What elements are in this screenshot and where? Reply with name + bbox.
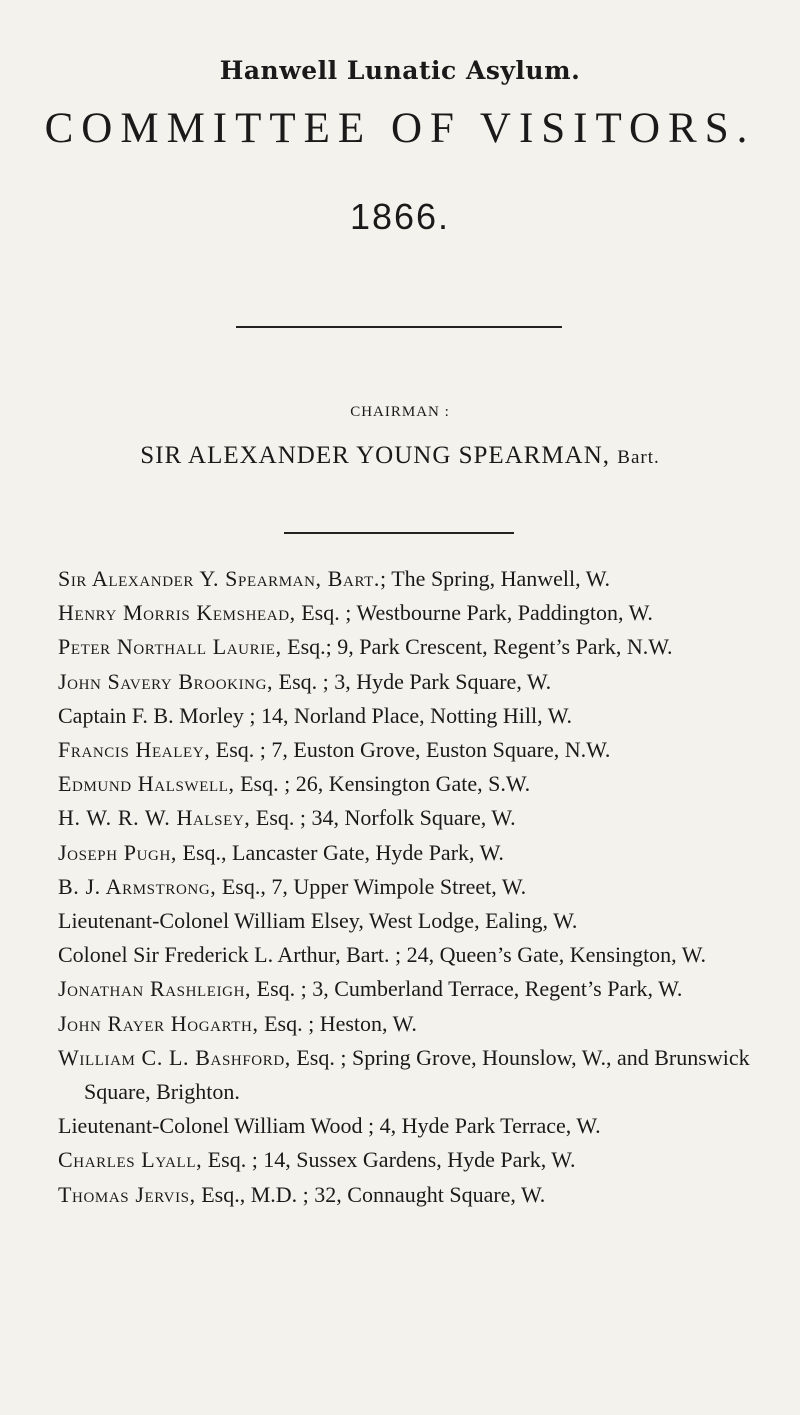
year: 1866. — [349, 196, 451, 237]
member-name: H. W. R. W. Halsey, — [58, 805, 251, 831]
members-list — [58, 562, 780, 1212]
list-item — [58, 836, 780, 870]
divider-rule-short — [284, 532, 514, 534]
list-item — [58, 699, 780, 733]
member-name: William C. L. Bashford, — [58, 1044, 291, 1070]
member-name: Joseph Pugh, — [58, 839, 178, 865]
committee-title: COMMITTEE OF VISITORS. — [44, 105, 756, 152]
member-address: Esq.; 9, Park Crescent, Regent’s Park, N.W. — [281, 634, 673, 660]
member-address: Captain F. B. Morley ; 14, Norland Place, Notting Hill, W. — [58, 702, 572, 728]
list-item — [58, 870, 780, 904]
list-item — [58, 665, 780, 699]
list-item — [58, 630, 780, 664]
member-address: Esq. ; 34, Norfolk Square, W. — [250, 805, 516, 831]
member-name: Peter Northall Laurie, — [58, 634, 282, 660]
asylum-title: Hanwell Lunatic Asylum. — [219, 56, 581, 85]
member-name: Edmund Halswell, — [58, 771, 235, 797]
chairman-name-text: SIR ALEXANDER YOUNG SPEARMAN, — [140, 442, 611, 469]
member-address: Esq., Lancaster Gate, Hyde Park, W. — [177, 839, 504, 865]
chairman-title: Bart. — [617, 447, 660, 468]
member-address: Esq. ; 14, Sussex Gardens, Hyde Park, W. — [202, 1147, 576, 1173]
member-address: Esq. ; Spring Grove, Hounslow, W., and Brunswick Square, Brighton. — [84, 1044, 750, 1105]
member-address: Lieutenant-Colonel William Wood ; 4, Hyde Park Terrace, W. — [58, 1113, 601, 1139]
member-name: Jonathan Rashleigh, — [58, 976, 252, 1002]
list-item — [58, 1143, 780, 1177]
list-item — [58, 1178, 780, 1212]
list-item — [58, 596, 780, 630]
member-name: Thomas Jervis, — [58, 1181, 196, 1207]
list-item — [58, 904, 780, 938]
list-item — [58, 1041, 780, 1109]
member-address: Esq. ; 3, Hyde Park Square, W. — [273, 668, 552, 694]
list-item — [58, 767, 780, 801]
member-name: Francis Healey, — [58, 737, 211, 763]
member-name: John Rayer Hogarth, — [58, 1010, 259, 1036]
member-name: Henry Morris Kemshead, — [58, 600, 296, 626]
list-item — [58, 801, 780, 835]
member-address: Esq. ; 26, Kensington Gate, S.W. — [234, 771, 531, 797]
list-item — [58, 972, 780, 1006]
member-address: Lieutenant-Colonel William Elsey, West Lodge, Ealing, W. — [58, 908, 578, 934]
member-name: B. J. Armstrong, — [58, 873, 217, 899]
member-address: ; The Spring, Hanwell, W. — [380, 566, 610, 591]
member-address: Esq., M.D. ; 32, Connaught Square, W. — [195, 1181, 546, 1207]
list-item — [58, 733, 780, 767]
member-address: Colonel Sir Frederick L. Arthur, Bart. ; 24, Queen’s Gate, Kensington, W. — [58, 942, 707, 968]
member-address: Esq. ; Heston, W. — [258, 1010, 417, 1036]
member-address: Esq. ; Westbourne Park, Paddington, W. — [295, 600, 653, 626]
member-address: Esq. ; 3, Cumberland Terrace, Regent’s Park, W. — [251, 976, 683, 1002]
list-item — [58, 562, 780, 596]
member-name: Charles Lyall, — [58, 1147, 203, 1173]
member-address: Esq. ; 7, Euston Grove, Euston Square, N.W. — [210, 737, 611, 763]
member-name: Sir Alexander Y. Spearman, Bart. — [58, 566, 381, 591]
member-address: Esq., 7, Upper Wimpole Street, W. — [216, 873, 527, 899]
chairman-name — [0, 442, 800, 470]
chairman-label: CHAIRMAN : — [350, 404, 450, 420]
list-item — [58, 1109, 780, 1143]
list-item — [58, 938, 780, 972]
member-name: John Savery Brooking, — [58, 668, 274, 694]
divider-rule — [236, 326, 562, 328]
list-item — [58, 1007, 780, 1041]
